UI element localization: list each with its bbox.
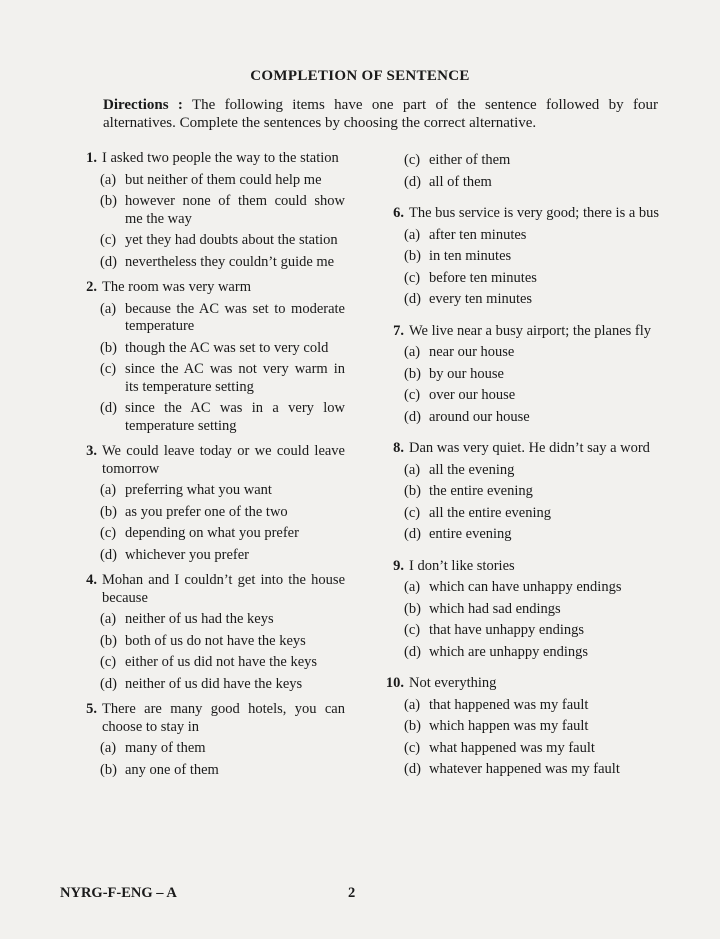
booklet-code: NYRG-F-ENG – A xyxy=(60,885,177,901)
option-c: (c) what happened was my fault xyxy=(404,739,595,756)
option-d: (d) since the AC was in a very low temperature setting xyxy=(100,400,345,434)
option-c: (c) before ten minutes xyxy=(404,269,537,286)
directions-label: Directions : xyxy=(103,97,183,113)
directions xyxy=(103,96,658,132)
right-column xyxy=(380,152,660,787)
question-7 xyxy=(380,323,660,427)
option-a: (a) all the evening xyxy=(404,461,515,478)
left-column xyxy=(80,150,345,787)
option-b: (b) in ten minutes xyxy=(404,248,512,264)
option-a: (a) which can have unhappy endings xyxy=(404,579,622,595)
option-b: (b) as you prefer one of the two xyxy=(100,503,288,520)
question-9 xyxy=(380,558,660,662)
option-d: (d) whatever happened was my fault xyxy=(404,761,620,777)
question-3 xyxy=(80,443,345,564)
option-a: (a) after ten minutes xyxy=(404,226,527,243)
question-stem: I don’t like stories xyxy=(409,557,515,574)
question-1 xyxy=(80,150,345,271)
question-10 xyxy=(380,675,660,779)
option-b: (b) by our house xyxy=(404,365,504,382)
question-number: 9. xyxy=(393,557,404,574)
question-stem: The bus service is very good; there is a bus xyxy=(409,205,660,221)
option-d: (d) all of them xyxy=(404,173,492,190)
question-number: 5. xyxy=(86,701,97,717)
option-c: (c) yet they had doubts about the station xyxy=(100,232,338,248)
question-stem: We live near a busy airport; the planes fly xyxy=(409,322,652,339)
option-d: (d) nevertheless they couldn’t guide me xyxy=(100,253,335,270)
option-b: (b) however none of them could show me the way xyxy=(100,193,345,227)
question-stem: There are many good hotels, you can choose to stay in xyxy=(102,701,345,735)
question-number: 2. xyxy=(86,279,97,295)
option-a: (a) that happened was my fault xyxy=(404,696,589,713)
page-number: 2 xyxy=(348,885,356,901)
question-stem: Mohan and I couldn’t get into the house because xyxy=(102,572,345,606)
option-d: (d) every ten minutes xyxy=(404,291,533,307)
option-b: (b) though the AC was set to very cold xyxy=(100,339,329,356)
option-a: (a) but neither of them could help me xyxy=(100,171,322,188)
question-6 xyxy=(380,205,660,309)
question-number: 1. xyxy=(86,150,97,166)
option-b: (b) any one of them xyxy=(100,761,219,778)
option-a: (a) because the AC was set to moderate temperature xyxy=(100,300,345,334)
option-a: (a) preferring what you want xyxy=(100,482,272,498)
question-stem: Dan was very quiet. He didn’t say a word xyxy=(409,440,650,456)
question-5 xyxy=(80,701,345,779)
directions-text: The following items have one part of the sentence followed by four alternatives. Complete the sentences by choosing the correct alternative. xyxy=(103,97,658,131)
question-5-continued xyxy=(380,152,660,191)
option-c: (c) over our house xyxy=(404,387,516,403)
question-2 xyxy=(80,279,345,435)
question-number: 4. xyxy=(86,572,97,588)
question-number: 3. xyxy=(86,443,97,459)
option-b: (b) both of us do not have the keys xyxy=(100,632,306,649)
question-number: 8. xyxy=(393,440,404,456)
option-c: (c) depending on what you prefer xyxy=(100,525,299,541)
option-d: (d) whichever you prefer xyxy=(100,546,249,563)
option-c: (c) since the AC was not very warm in its temperature setting xyxy=(100,361,345,395)
option-d: (d) neither of us did have the keys xyxy=(100,675,303,692)
option-b: (b) which had sad endings xyxy=(404,600,561,617)
option-b: (b) the entire evening xyxy=(404,483,533,499)
option-a: (a) neither of us had the keys xyxy=(100,611,274,627)
option-d: (d) which are unhappy endings xyxy=(404,643,589,660)
question-number: 6. xyxy=(393,205,404,221)
question-number: 10. xyxy=(385,675,404,691)
question-4 xyxy=(80,572,345,693)
question-8 xyxy=(380,440,660,544)
option-d: (d) entire evening xyxy=(404,526,512,542)
question-stem: I asked two people the way to the station xyxy=(102,150,339,166)
option-d: (d) around our house xyxy=(404,408,530,425)
option-c: (c) all the entire evening xyxy=(404,504,551,521)
option-c: (c) either of them xyxy=(404,152,511,168)
option-a: (a) many of them xyxy=(100,740,206,756)
question-stem: We could leave today or we could leave tomorrow xyxy=(102,443,345,477)
question-stem: The room was very warm xyxy=(102,279,251,295)
page-title: COMPLETION OF SENTENCE xyxy=(250,68,470,84)
option-c: (c) that have unhappy endings xyxy=(404,622,585,638)
option-c: (c) either of us did not have the keys xyxy=(100,654,318,670)
question-stem: Not everything xyxy=(409,675,497,691)
option-a: (a) near our house xyxy=(404,344,515,360)
option-b: (b) which happen was my fault xyxy=(404,718,589,734)
question-number: 7. xyxy=(393,322,404,339)
